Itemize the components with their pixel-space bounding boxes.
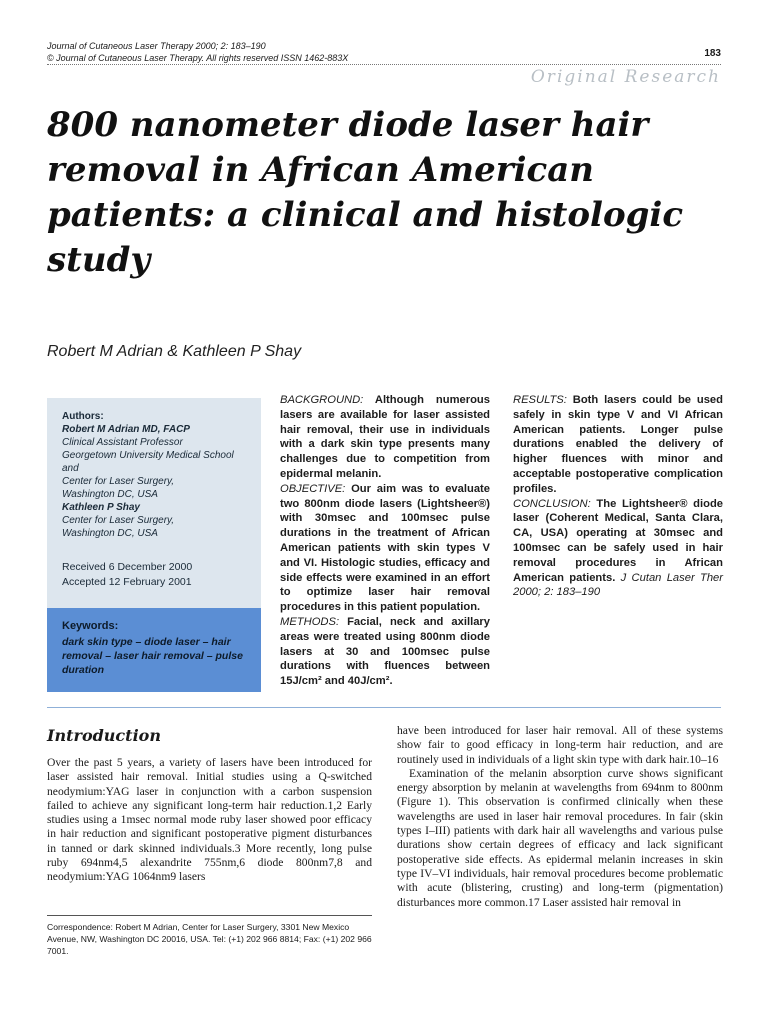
author2-name: Kathleen P Shay <box>62 502 140 513</box>
accepted-date: Accepted 12 February 2001 <box>62 576 192 588</box>
conclusion-text: The Lightsheer® diode laser (Coherent Medical, Santa Clara, CA, USA) operating at 30msec and 100msec can be safely used in hair removal procedures in African American patients. <box>513 497 723 584</box>
author1-affiliation-1: Clinical Assistant Professor <box>62 437 183 448</box>
objective-text: Our aim was to evaluate two 800nm diode lasers (Lightsheer®) with 30msec and 100msec pulse durations in the treatment of African American patients with skin types V and VI. Histologic studies, efficacy and side effects were examined in an effort to optimize laser hair removal procedures in this patient population. <box>280 482 490 614</box>
results-text: Both lasers could be used safely in skin type V and VI African American patients. Longer pulse durations enabled the delivery of higher fluences with minor and acceptable postoperative complication profiles. <box>513 394 723 495</box>
abstract-column-2 <box>513 393 723 600</box>
correspondence-note: Correspondence: Robert M Adrian, Center for Laser Surgery, 3301 New Mexico Avenue, NW, Washington DC 20016, USA. Tel: (+1) 202 966 8814; Fax: (+1) 202 966 7001. <box>47 922 372 956</box>
author1-affiliation-2: Georgetown University Medical School <box>62 450 234 461</box>
author1-name: Robert M Adrian MD, FACP <box>62 424 190 435</box>
author1-affiliation-5: Washington DC, USA <box>62 489 158 500</box>
abstract-citation: J Cutan Laser Ther 2000; 2: 183–190 <box>513 571 723 599</box>
methods-label: METHODS: <box>280 615 340 628</box>
section-label: Original Research <box>530 67 721 87</box>
author-info-box <box>47 398 261 608</box>
intro-paragraph-2: Examination of the melanin absorption curve shows significant energy absorption by melanin at wavelengths from 694nm to 800nm (Figure 1). This observation is confirmed clinically when these wavelengths are used in laser hair removal procedures. In fair (skin types I–III) patients with dark hair all wavelengths and various pulse durations show certain degrees of efficacy and lack significant postoperative side effects. As epidermal melanin increases in skin type IV–VI individuals, hair removal procedures become problematic with acute (blistering, crusting) and long-term (pigmentation) disturbances more common.17 Laser assisted hair removal in <box>397 766 723 909</box>
author1-affiliation-3: and <box>62 463 79 474</box>
section-divider <box>47 707 721 708</box>
objective-label: OBJECTIVE: <box>280 482 346 495</box>
received-date: Received 6 December 2000 <box>62 561 193 573</box>
authors-heading: Authors: <box>62 411 104 422</box>
abstract-column-1 <box>280 393 490 689</box>
page-number: 183 <box>704 48 721 59</box>
footnote-rule <box>47 915 372 916</box>
conclusion-label: CONCLUSION: <box>513 497 591 510</box>
results-label: RESULTS: <box>513 394 567 406</box>
journal-citation <box>47 40 348 64</box>
keywords-text: dark skin type – diode laser – hair removal – laser hair removal – pulse duration <box>62 636 243 676</box>
article-title: 800 nanometer diode laser hair removal in African American patients: a clinical and histologic study <box>47 105 684 280</box>
journal-line-2: © Journal of Cutaneous Laser Therapy. All rights reserved ISSN 1462-883X <box>47 53 349 63</box>
author2-affiliation-2: Washington DC, USA <box>62 528 158 539</box>
author1-affiliation-4: Center for Laser Surgery, <box>62 476 175 487</box>
introduction-heading: Introduction <box>47 726 161 745</box>
background-text: Although numerous lasers are available for laser assisted hair removal, their use in individuals with a dark skin type presents many challenges due to competition from epidermal melanin. <box>280 394 490 480</box>
methods-text: Facial, neck and axillary areas were treated using 800nm diode lasers at 30 and 100msec pulse durations with fluences between 15J/cm² and 40J/cm². <box>280 615 490 688</box>
keywords-box <box>47 608 261 692</box>
authors-line: Robert M Adrian & Kathleen P Shay <box>47 343 302 360</box>
introduction-column-2 <box>397 724 723 910</box>
introduction-column-1: Over the past 5 years, a variety of lasers have been introduced for laser assisted hair removal. Initial studies using a Q-switched neodymium:YAG laser in conjunction with a carbon suspension failed to achieve any significant long-term hair reduction.1,2 Early studies using a 1msec normal mode ruby laser showed poor efficacy in hair reduction and significant postoperative pigment disturbances in tanned or dark skinned individuals.3 More recently, long pulse ruby 694nm4,5 alexandrite 755nm,6 diode 800nm7,8 and neodymium:YAG 1064nm9 lasers <box>47 756 372 884</box>
journal-line-1: Journal of Cutaneous Laser Therapy 2000; 2: 183–190 <box>47 41 266 51</box>
keywords-heading: Keywords: <box>62 620 119 632</box>
header-rule <box>47 64 721 65</box>
author2-affiliation-1: Center for Laser Surgery, <box>62 515 175 526</box>
intro-paragraph-1: have been introduced for laser hair removal. All of these systems show fair to good efficacy in long-term hair reduction, and are routinely used in individuals of a light skin type with dark hair.10–16 <box>397 724 723 766</box>
background-label: BACKGROUND: <box>280 394 364 406</box>
